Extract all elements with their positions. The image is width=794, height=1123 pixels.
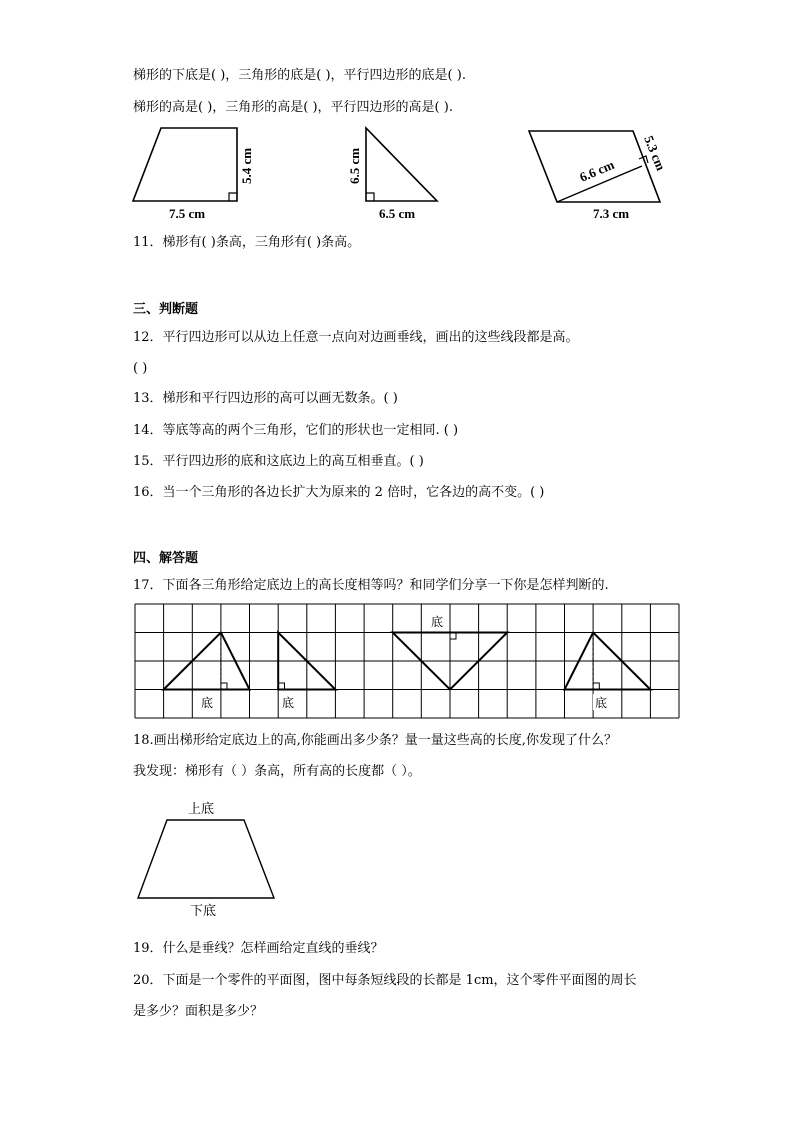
q10-line1: 梯形的下底是( )，三角形的底是( )，平行四边形的底是( ).	[133, 68, 466, 83]
q15-text: 15．平行四边形的底和这底边上的高互相垂直。( )	[133, 454, 424, 469]
q13-text: 13．梯形和平行四边形的高可以画无数条。( )	[133, 391, 398, 406]
triangle-grid	[135, 604, 681, 719]
tri-height-label: 6.5 cm	[347, 147, 362, 184]
base-label-4: 底	[595, 696, 608, 710]
parallelogram-figure	[520, 120, 680, 225]
base-label-2: 底	[282, 696, 295, 710]
triangle-1	[164, 633, 250, 711]
q11-text: 11．梯形有( )条高，三角形有( )条高。	[133, 235, 361, 250]
base-label-1: 底	[201, 696, 214, 710]
para-side-label: 5.3 cm	[641, 133, 669, 173]
top-base-label: 上底	[188, 802, 215, 817]
q18-finding: 我发现：梯形有（ ）条高，所有高的长度都（ ）。	[133, 764, 421, 779]
tri-base-label: 6.5 cm	[379, 206, 416, 221]
q20-line2: 是多少？面积是多少？	[133, 1004, 264, 1019]
q10-line2: 梯形的高是( )，三角形的高是( )，平行四边形的高是( ).	[133, 100, 453, 115]
triangle-4	[565, 633, 651, 711]
base-label-3: 底	[431, 615, 444, 629]
q12-answer-paren: ( )	[133, 361, 148, 376]
trapezoid-q18	[130, 796, 280, 926]
q19-text: 19．什么是垂线？怎样画给定直线的垂线？	[133, 941, 384, 956]
para-inner-label: 6.6 cm	[577, 156, 617, 185]
q16-text: 16．当一个三角形的各边长扩大为原来的 2 倍时，它各边的高不变。( )	[133, 485, 545, 500]
trapezoid-figure	[125, 120, 265, 225]
section3-title: 三、判断题	[133, 302, 199, 317]
q18-text: 18.画出梯形给定底边上的高,你能画出多少条？量一量这些高的长度,你发现了什么？	[133, 733, 617, 748]
q17-text: 17．下面各三角形给定底边上的高长度相等吗？和同学们分享一下你是怎样判断的.	[133, 578, 609, 593]
trap-height-label: 5.4 cm	[239, 147, 254, 184]
trap-base-label: 7.5 cm	[169, 206, 206, 221]
triangle-figure	[343, 120, 453, 225]
q20-line1: 20．下面是一个零件的平面图，图中每条短线段的长都是 1cm，这个零件平面图的周长	[133, 973, 637, 988]
bottom-base-label: 下底	[190, 904, 217, 919]
section4-title: 四、解答题	[133, 551, 199, 566]
para-base-label: 7.3 cm	[593, 206, 630, 221]
q14-text: 14．等底等高的两个三角形，它们的形状也一定相同. ( )	[133, 423, 459, 438]
q12-text: 12．平行四边形可以从边上任意一点向对边画垂线，画出的这些线段都是高。	[133, 330, 579, 345]
